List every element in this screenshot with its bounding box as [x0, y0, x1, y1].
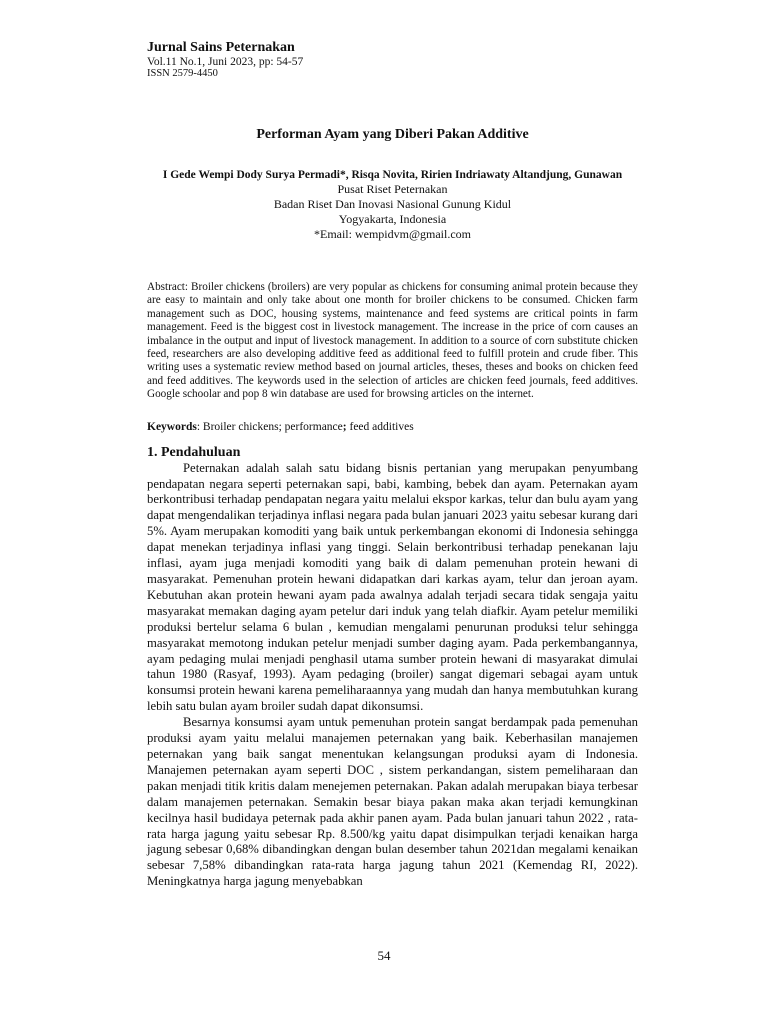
intro-paragraph-2: Besarnya konsumsi ayam untuk pemenuhan protein sangat berdampak pada pemenuhan produksi ayam yaitu melalui manajemen peternakan yang baik. Keberhasilan manajemen peternakan yang baik sangat menentukan kelangsungan produksi ayam di Indonesia. Manajemen peternakan ayam seperti DOC , sistem perkandangan, sistem pemeliharaan dan pakan menjadi titik kritis dalam menejemen peternakan. Pakan adalah merupakan biaya terbesar dalam manajemen peternakan. Semakin besar biaya pakan maka akan terjadi kemungkinan kecilnya hasil budidaya peternak pada akhir panen ayam. Pada bulan januari tahun 2022 , rata-rata harga jagung yaitu sebesar Rp. 8.500/kg yaitu dapat disimpulkan terjadi kenaikan harga jagung sebesar 0,68% dibandingkan dengan bulan desember tahun 2021dan megalami kenaikan sebesar 7,58% dibandingkan rata-rata harga jagung tahun 2021 (Kemendag RI, 2022). Meningkatnya harga jagung menyebabkan	[147, 715, 638, 889]
affiliation-line-3: Yogyakarta, Indonesia	[338, 212, 447, 226]
intro-paragraph-1: Peternakan adalah salah satu bidang bisnis pertanian yang merupakan penyumbang pendapatan negara seperti peternakan sapi, babi, kambing, bebek dan ayam. Peternakan ayam berkontribusi terhadap pendapatan negara yaitu melalui ekspor karkas, telur dan bulu ayam yang dapat mengendalikan terjadinya inflasi negara pada bulan januari 2023 yaitu sebesar kurang dari 5%. Ayam merupakan komoditi yang baik untuk perkembangan ekonomi di Indonesia sehingga dapat menekan terjadinya inflasi yang tinggi. Selain berkontribusi terhadap penekanan laju inflasi, ayam juga menjadi komoditi yang baik di dalam pemenuhan protein hewani di masyarakat. Pemenuhan protein hewani didapatkan dari karkas ayam, telur dan jeroan ayam. Kebutuhan akan protein hewani ayam pada awalnya adalah terjadi secara tidak sengaja yaitu masyarakat memakan daging ayam petelur dari induk yang telah diafkir. Ayam petelur memiliki produksi bertelur selama 6 bulan , kemudian mengalami penurunan produksi telur sehingga masyarakat memotong indukan petelur menjadi sumber daging ayam. Pada perkembangannya, ayam pedaging mulai menjadi penghasil utama sumber protein hewani di masyarakat dimulai tahun 1980 (Rasyaf, 1993). Ayam pedaging (broiler) sangat digemari sebagai ayam untuk konsumsi protein hewani karena pemeliharaannya yang mudah dan hanya membutuhkan kurang lebih satu bulan ayam broiler sudah dapat dikonsumsi.	[147, 460, 638, 714]
keywords-text-1: : Broiler chickens; performance	[196, 420, 343, 433]
journal-issn: ISSN 2579-4450	[147, 68, 218, 79]
affiliation-block	[147, 182, 638, 242]
author-email: *Email: wempidvm@gmail.com	[313, 227, 472, 241]
keywords	[147, 420, 638, 434]
page-number: 54	[377, 948, 391, 963]
keywords-text-2: feed additives	[346, 420, 414, 433]
journal-header	[147, 40, 638, 80]
journal-volume: Vol.11 No.1, Juni 2023, pp: 54-57	[147, 56, 304, 68]
abstract: Abstract: Broiler chickens (broilers) are very popular as chickens for consuming animal protein because they are easy to maintain and only take about one month for broiler chickens to be consumed. Chicken farm management such as DOC, housing systems, maintenance and feed systems are critical points in farm management. Feed is the biggest cost in livestock management. The increase in the price of corn causes an imbalance in the output and input of livestock management. In addition to a source of corn substitute chicken feed, researchers are also developing additive feed as additional feed to fulfill protein and crude fiber. This writing uses a systematic review method based on journal articles, theses, theses and books on chicken feed and feed additives. The keywords used in the selection of articles are chicken feed journals, feed additives. Google schoolar and pop 8 win database are used for browsing articles on the internet.	[147, 281, 638, 401]
section-heading: 1. Pendahuluan	[147, 444, 241, 460]
paper-title: Performan Ayam yang Diberi Pakan Additive	[256, 127, 529, 142]
keywords-separator: ;	[342, 420, 347, 433]
affiliation-line-1: Pusat Riset Peternakan	[337, 182, 448, 196]
paper-authors: I Gede Wempi Dody Surya Permadi*, Risqa Novita, Ririen Indriawaty Altandjung, Gunawan	[162, 169, 623, 181]
keywords-label: Keywords	[147, 420, 197, 433]
affiliation-line-2: Badan Riset Dan Inovasi Nasional Gunung Kidul	[273, 197, 512, 211]
journal-name: Jurnal Sains Peternakan	[147, 40, 295, 55]
